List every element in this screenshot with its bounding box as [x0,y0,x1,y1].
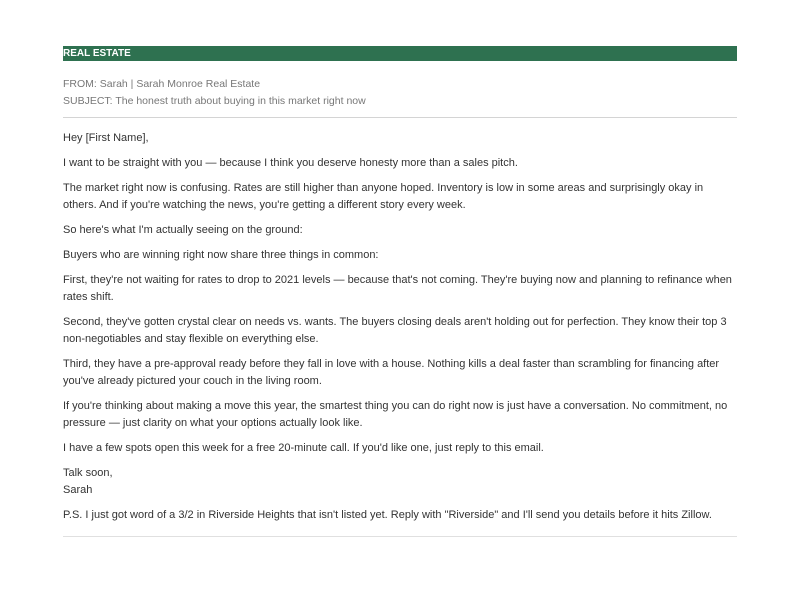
paragraph-second: Second, they've gotten crystal clear on needs vs. wants. The buyers closing deals aren't holding out for perfection. They know their top 3 non-negotiables and stay flexible on everything else. [63,316,727,345]
paragraph-conversation: If you're thinking about making a move this year, the smartest thing you can do right now is just have a conversation. No commitment, no pressure — just clarity on what your options actually look like. [63,400,728,429]
subject-line: SUBJECT: The honest truth about buying in this market right now [63,95,366,107]
from-line: FROM: Sarah | Sarah Monroe Real Estate [63,78,261,90]
category-banner: REAL ESTATE [63,46,737,61]
paragraph-three-things: Buyers who are winning right now share three things in common: [63,249,379,261]
header-divider [63,117,737,118]
paragraph-call-offer: I have a few spots open this week for a free 20-minute call. If you'd like one, just reply to this email. [63,442,544,454]
paragraph-third: Third, they have a pre-approval ready before they fall in love with a house. Nothing kills a deal faster than scrambling for financing after you've already pictured your couch in the living room. [63,358,720,387]
paragraph-market: The market right now is confusing. Rates are still higher than anyone hoped. Inventory is low in some areas and surprisingly okay in others. And if you're watching the news, you're getting a different story every week. [63,182,704,211]
greeting: Hey [First Name], [63,132,149,144]
footer-divider [63,536,737,537]
signoff [63,465,737,499]
paragraph-intro: I want to be straight with you — because I think you deserve honesty more than a sales pitch. [63,157,518,169]
email-header [63,76,737,110]
paragraph-first: First, they're not waiting for rates to drop to 2021 levels — because that's not coming. They're buying now and planning to refinance when rates shift. [63,274,732,303]
email-body [63,130,737,524]
postscript: P.S. I just got word of a 3/2 in Riverside Heights that isn't listed yet. Reply with "Riverside" and I'll send you details before it hits Zillow. [63,509,712,521]
signature: Sarah [63,484,93,496]
closing: Talk soon, [63,467,113,479]
email-document [63,46,737,537]
paragraph-ground: So here's what I'm actually seeing on the ground: [63,224,303,236]
